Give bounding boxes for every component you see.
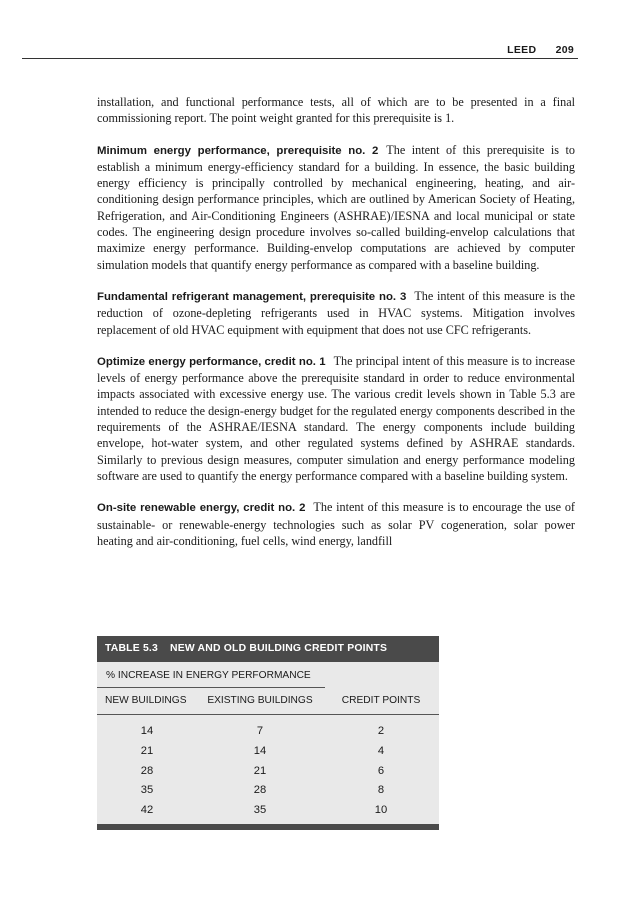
cell-credit-points: 10 [374,804,388,817]
cell-new-buildings: 28 [140,764,154,777]
header-rule [22,58,578,59]
paragraph-text: The principal intent of this measure is to increase levels of energy performance above the prerequisite standard in order to reduce environmental impacts associated with excessive energy use. The various credit levels shown in Table 5.3 are intended to reduce the design-energy budget for the regulated energy components described in the requirements of the ASHRAE/IESNA standard. The energy components include building envelope, hot-water system, and other regulated systems defined by ASHRAE standards. Similarly to previous design measures, computer simulation and energy performance modeling software are used to quantify the energy performance compared with a baseline building system. [97,353,575,483]
cell-new-buildings: 14 [140,725,154,737]
cell-existing-buildings: 7 [256,725,264,737]
page-number: 209 [555,44,574,56]
paragraph-refrigerant-management [97,288,575,338]
table-number: TABLE 5.3 [105,643,158,654]
body-text [97,94,575,564]
table-row [97,722,439,742]
paragraph-optimize-energy [97,353,575,484]
cell-new-buildings: 42 [140,804,154,817]
run-in-heading: Fundamental refrigerant management, prerequisite no. 3 [97,290,407,303]
table-column-headers [97,688,439,715]
paragraph-text: The intent of this measure is to encourage the use of sustainable- or renewable-energy technologies such as solar PV cogeneration, solar power heating and air-conditioning, fuel cells, wind energy, landfill [97,500,575,548]
table-title: NEW AND OLD BUILDING CREDIT POINTS [170,643,388,654]
paragraph-commissioning-continued [97,94,575,127]
cell-existing-buildings: 21 [253,764,267,777]
table-row [97,781,439,801]
paragraph-minimum-energy [97,142,575,273]
running-header [507,44,574,56]
cell-new-buildings: 35 [140,784,154,797]
paragraph-text: The intent of this prerequisite is to establish a minimum energy-efficiency standard for a building. In essence, the basic building energy efficiency is principally controlled by mechanical engineering, heating, and air-conditioning design performance principles, which are outlined by American Society of Heating, Refrigeration, and Air-Conditioning Engineers (ASHRAE)/IESNA and local municipal or state codes. The engineering design procedure involves so-called building-envelop calculations that maximize energy performance. Building-envelop computations are achieved by computer simulation models that quantify energy performance as compared with a baseline building. [97,142,575,272]
column-header-existing-buildings: EXISTING BUILDINGS [207,695,313,706]
column-header-new-buildings: NEW BUILDINGS [105,695,187,706]
cell-existing-buildings: 35 [253,804,267,817]
running-header-section: LEED [507,44,537,56]
credit-points-table [97,636,439,830]
table-bottom-rule [97,824,439,830]
column-header-credit-points: CREDIT POINTS [341,695,421,706]
table-group-header: % INCREASE IN ENERGY PERFORMANCE [97,662,325,688]
cell-new-buildings: 21 [140,744,154,757]
table-row [97,762,439,782]
table-group-header-row [97,662,439,688]
table-body [97,715,439,824]
table-row [97,801,439,821]
cell-credit-points: 2 [377,725,385,737]
table-title-bar [97,636,439,662]
cell-existing-buildings: 14 [253,744,267,757]
run-in-heading: On-site renewable energy, credit no. 2 [97,502,306,515]
cell-credit-points: 8 [377,784,385,797]
paragraph-renewable-energy [97,499,575,549]
table-row [97,742,439,762]
run-in-heading: Minimum energy performance, prerequisite no. 2 [97,144,379,157]
cell-existing-buildings: 28 [253,784,267,797]
paragraph-text: installation, and functional performance tests, all of which are to be presented in a final commissioning report. The point weight granted for this prerequisite is 1. [97,95,575,126]
cell-credit-points: 6 [377,764,385,777]
run-in-heading: Optimize energy performance, credit no. 1 [97,355,326,368]
paragraph-text: The intent of this measure is the reduction of ozone-depleting refrigerants used in HVAC systems. Mitigation involves replacement of old HVAC equipment with equipment that does not use CFC refrigerants. [97,288,575,337]
cell-credit-points: 4 [377,744,385,757]
